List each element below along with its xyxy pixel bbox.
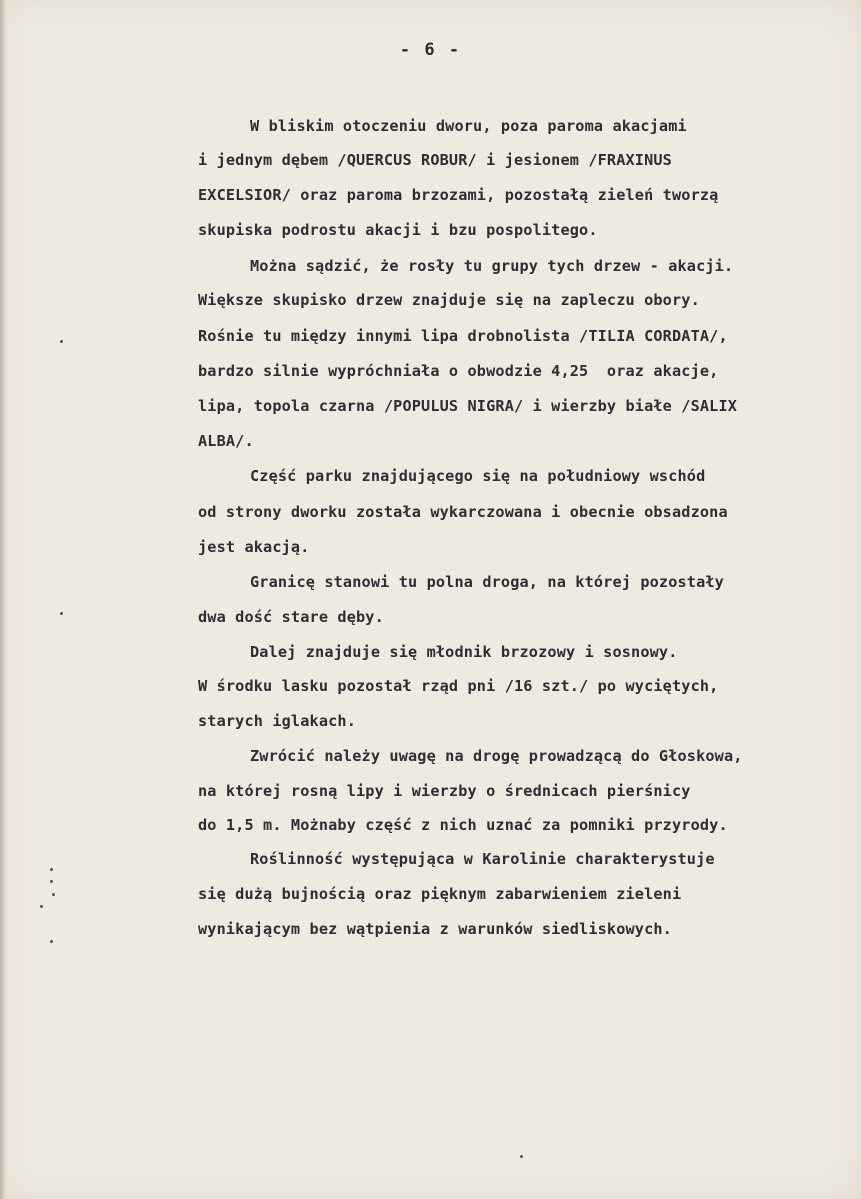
margin-speck [50,880,53,883]
margin-speck [50,868,53,871]
text-line-9: lipa, topola czarna /POPULUS NIGRA/ i wierzby białe /SALIX [198,397,738,415]
text-line-4: skupiska podrostu akacji i bzu pospolitego. [198,221,598,239]
text-line-16: Dalej znajduje się młodnik brzozowy i sosnowy. [250,643,678,661]
margin-speck [60,612,63,615]
text-line-2: i jednym dębem /QUERCUS ROBUR/ i jesionem /FRAXINUS [198,151,672,169]
text-line-7: Rośnie tu między innymi lipa drobnolista /TILIA CORDATA/, [198,327,728,345]
text-line-15: dwa dość stare dęby. [198,608,384,626]
text-line-3: EXCELSIOR/ oraz paroma brzozami, pozostałą zieleń tworzą [198,186,719,204]
text-line-22: Roślinność występująca w Karolinie charakterystuje [250,850,715,868]
page-edge-shadow [0,0,6,1199]
text-line-13: jest akacją. [198,538,310,556]
text-line-12: od strony dworku została wykarczowana i obecnie obsadzona [198,503,728,521]
text-line-17: W środku lasku pozostał rząd pni /16 szt./ po wyciętych, [198,677,719,695]
text-line-10: ALBA/. [198,432,254,450]
text-line-20: na której rosną lipy i wierzby o średnicach pierśnicy [198,782,691,800]
text-line-23: się dużą bujnością oraz pięknym zabarwieniem zieleni [198,885,682,903]
margin-speck [40,905,43,908]
margin-speck [520,1155,523,1158]
margin-speck [50,940,53,943]
text-line-19: Zwrócić należy uwagę na drogę prowadzącą do Głoskowa, [250,747,743,765]
text-line-21: do 1,5 m. Możnaby część z nich uznać za pomniki przyrody. [198,816,728,834]
text-line-5: Można sądzić, że rosły tu grupy tych drzew - akacji. [250,257,734,275]
page-number: - 6 - [399,40,462,60]
margin-speck [52,893,55,896]
text-line-14: Granicę stanowi tu polna droga, na której pozostały [250,573,724,591]
text-line-24: wynikającym bez wątpienia z warunków siedliskowych. [198,920,672,938]
margin-speck [60,340,63,343]
text-line-18: starych iglakach. [198,712,356,730]
text-line-1: W bliskim otoczeniu dworu, poza paroma akacjami [250,117,687,135]
text-line-6: Większe skupisko drzew znajduje się na zapleczu obory. [198,291,700,309]
text-line-8: bardzo silnie wypróchniała o obwodzie 4,25 oraz akacje, [198,362,719,380]
text-line-11: Część parku znajdującego się na południowy wschód [250,467,706,485]
